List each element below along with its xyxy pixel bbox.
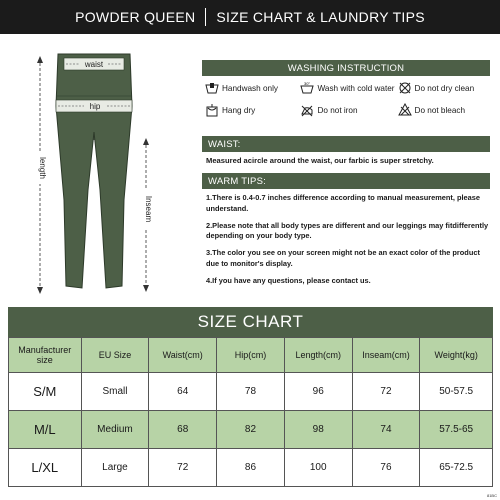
table-cell: 68	[149, 411, 217, 449]
hang-dry-icon	[205, 103, 219, 117]
table-cell: 98	[284, 411, 352, 449]
wash-item-no-iron: Do not iron	[297, 99, 394, 121]
length-label: length	[38, 157, 47, 179]
header-divider	[205, 8, 206, 26]
waist-label: waist	[84, 60, 104, 69]
column-header: Inseam(cm)	[352, 338, 420, 373]
handwash-icon	[205, 81, 219, 95]
tip-item: 2.Please note that all body types are different and our leggings may fitdifferently depending on your body type.	[206, 220, 489, 241]
warm-tips-title: WARM TIPS:	[202, 173, 490, 189]
warm-tips-list	[206, 193, 490, 293]
table-cell: 78	[217, 373, 285, 411]
table-cell: Small	[81, 373, 149, 411]
tip-item: 1.There is 0.4-0.7 inches difference according to manual measurement, please understand.	[206, 193, 480, 213]
tip-item: 3.The color you see on your screen might not be an exact color of the product due to monitor's display.	[206, 248, 480, 268]
table-cell: 82	[217, 411, 285, 449]
leggings-shape	[56, 54, 132, 288]
table-header-row	[9, 338, 493, 373]
cold-wash-icon	[300, 81, 314, 95]
table-cell: S/M	[9, 373, 82, 411]
washing-instruction-grid	[202, 77, 490, 121]
table-cell: 50-57.5	[420, 373, 493, 411]
table-row	[9, 411, 493, 449]
size-chart-table	[8, 337, 493, 487]
wash-item-no-bleach: Do not bleach	[395, 99, 490, 121]
column-header: Hip(cm)	[217, 338, 285, 373]
page-header	[0, 0, 500, 34]
table-cell: Medium	[81, 411, 149, 449]
table-row	[9, 373, 493, 411]
washing-instruction-title: WASHING INSTRUCTION	[202, 60, 490, 76]
wash-item-hang-dry: Hang dry	[202, 99, 297, 121]
table-cell: 72	[352, 373, 420, 411]
inseam-label: Inseam	[144, 195, 153, 223]
brand-name: POWDER QUEEN	[75, 9, 196, 25]
table-cell: M/L	[9, 411, 82, 449]
table-cell: 57.5-65	[420, 411, 493, 449]
column-header: Weight(kg)	[420, 338, 493, 373]
table-cell: Large	[81, 449, 149, 487]
size-chart-title: SIZE CHART	[8, 307, 493, 337]
table-cell: 100	[284, 449, 352, 487]
leggings-illustration	[18, 40, 190, 298]
waist-title: WAIST:	[202, 136, 490, 152]
hip-label: hip	[89, 102, 101, 111]
table-cell: 72	[149, 449, 217, 487]
table-row	[9, 449, 493, 487]
table-cell: 65-72.5	[420, 449, 493, 487]
product-code: 81BC	[486, 493, 497, 498]
table-cell: 86	[217, 449, 285, 487]
column-header: Waist(cm)	[149, 338, 217, 373]
no-bleach-icon	[398, 103, 412, 117]
wash-item-handwash: Handwash only	[202, 77, 297, 99]
table-cell: 74	[352, 411, 420, 449]
column-header: EU Size	[81, 338, 149, 373]
no-iron-icon	[300, 103, 314, 117]
svg-text:30°: 30°	[304, 81, 311, 86]
column-header: Manufacturer size	[9, 338, 82, 373]
tip-item: 4.If you have any questions, please contact us.	[206, 275, 371, 285]
table-cell: L/XL	[9, 449, 82, 487]
column-header: Length(cm)	[284, 338, 352, 373]
table-cell: 76	[352, 449, 420, 487]
table-cell: 96	[284, 373, 352, 411]
no-dry-clean-icon	[398, 81, 412, 95]
waist-description: Measured acircle around the waist, our farbic is super stretchy.	[206, 156, 434, 165]
table-cell: 64	[149, 373, 217, 411]
page-title: SIZE CHART & LAUNDRY TIPS	[216, 9, 425, 25]
wash-item-cold-water: 30° Wash with cold water	[297, 77, 394, 99]
wash-item-no-dry-clean: Do not dry clean	[395, 77, 490, 99]
